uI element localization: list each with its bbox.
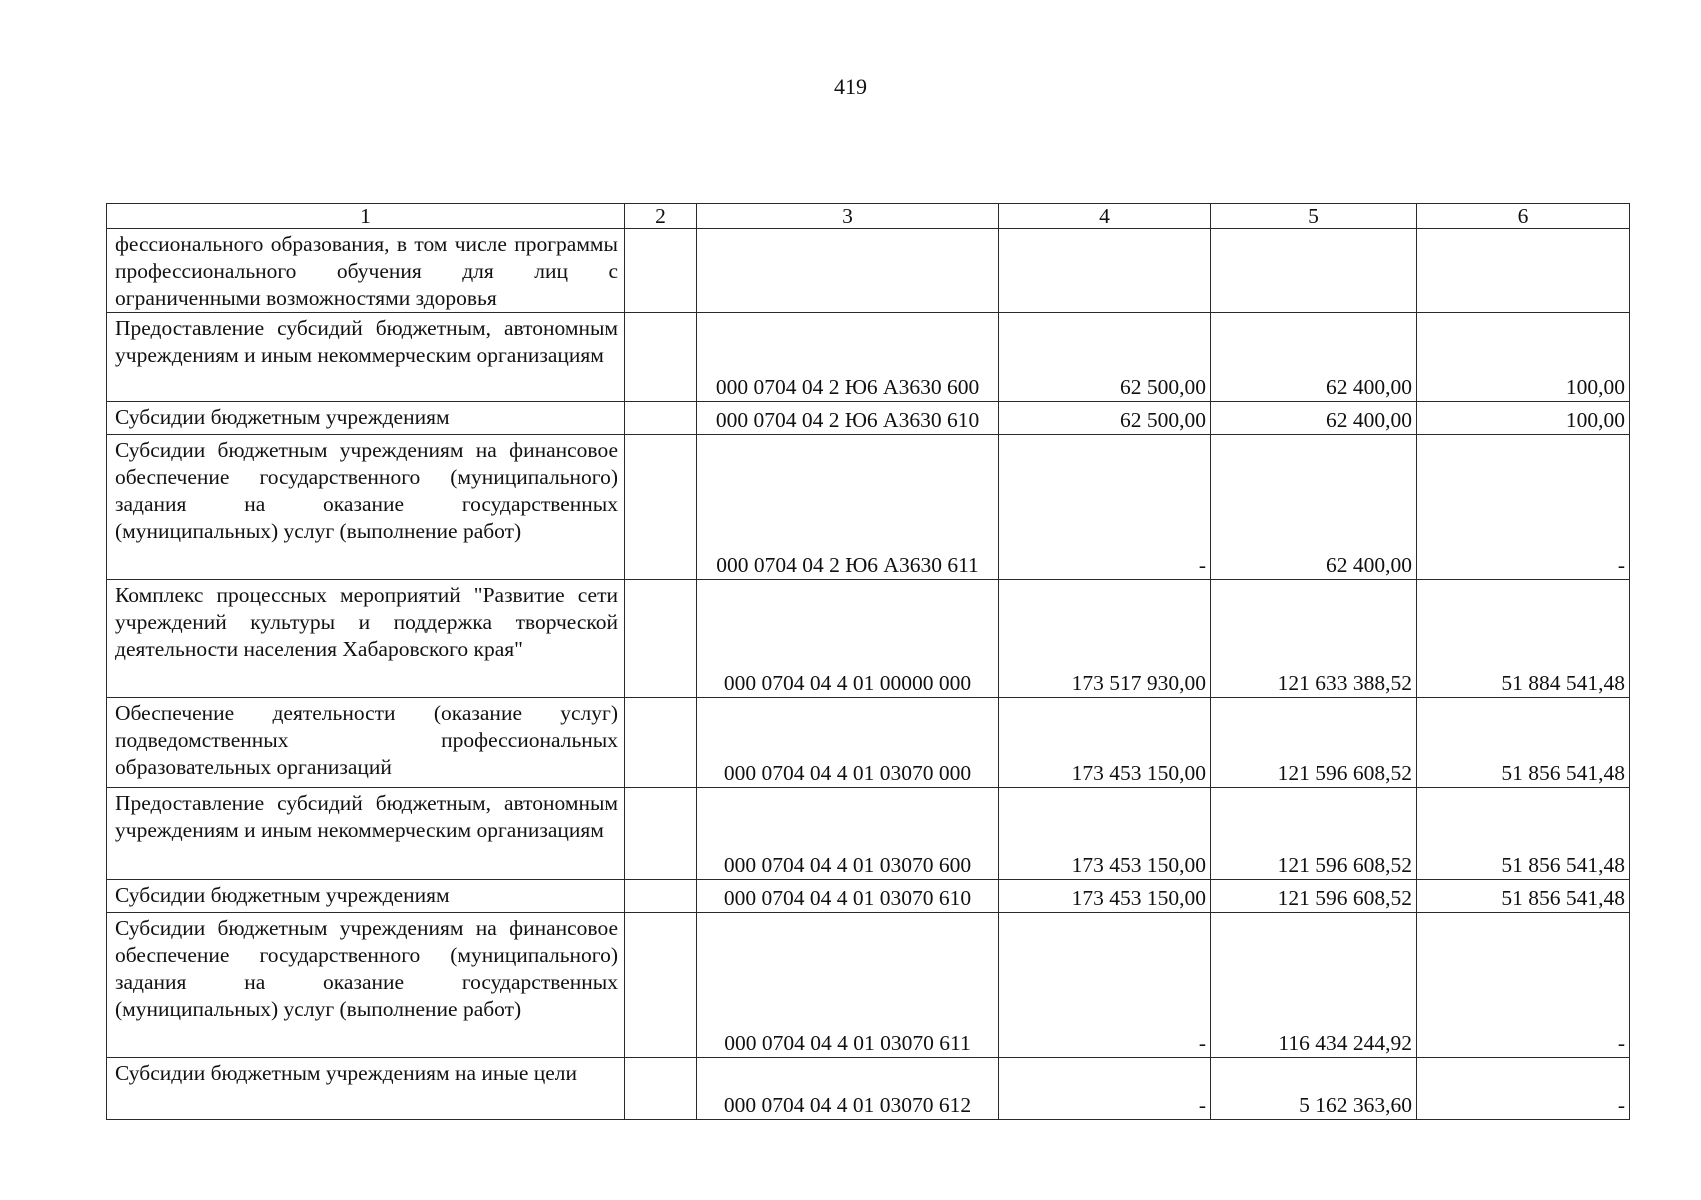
row-name: Комплекс процессных мероприятий "Развитие сети учреждений культуры и поддержка творческой деятельности населения Хабаровского края": [107, 580, 625, 698]
table-row: [107, 880, 1630, 913]
row-value-5: [1211, 229, 1417, 313]
row-code: 000 0704 04 2 Ю6 А3630 611: [697, 435, 999, 580]
column-header-2: 2: [625, 204, 697, 229]
column-header-5: 5: [1211, 204, 1417, 229]
row-name: Субсидии бюджетным учреждениям на финансовое обеспечение государственного (муниципального) задания на оказание государственных (муниципальных) услуг (выполнение работ): [107, 435, 625, 580]
row-code: 000 0704 04 4 01 03070 610: [697, 880, 999, 913]
row-value-4: 173 453 150,00: [999, 698, 1211, 788]
row-code: 000 0704 04 2 Ю6 А3630 600: [697, 313, 999, 402]
row-value-6: -: [1417, 1058, 1630, 1120]
row-col2: [625, 435, 697, 580]
row-name: Предоставление субсидий бюджетным, автономным учреждениям и иным некоммерческим организациям: [107, 788, 625, 880]
column-header-3: 3: [697, 204, 999, 229]
row-col2: [625, 880, 697, 913]
row-value-5: 121 596 608,52: [1211, 698, 1417, 788]
row-value-4: 62 500,00: [999, 402, 1211, 435]
row-value-5: 116 434 244,92: [1211, 913, 1417, 1058]
row-col2: [625, 1058, 697, 1120]
table-row: [107, 698, 1630, 788]
row-value-5: 5 162 363,60: [1211, 1058, 1417, 1120]
table-row: [107, 788, 1630, 880]
row-value-4: -: [999, 913, 1211, 1058]
row-value-6: [1417, 229, 1630, 313]
row-col2: [625, 913, 697, 1058]
row-value-6: 100,00: [1417, 402, 1630, 435]
row-col2: [625, 229, 697, 313]
row-value-5: 62 400,00: [1211, 313, 1417, 402]
row-name: Предоставление субсидий бюджетным, автономным учреждениям и иным некоммерческим организациям: [107, 313, 625, 402]
column-header-6: 6: [1417, 204, 1630, 229]
row-code: 000 0704 04 4 01 03070 611: [697, 913, 999, 1058]
row-col2: [625, 698, 697, 788]
row-name: Субсидии бюджетным учреждениям: [107, 402, 625, 435]
row-value-4: 173 453 150,00: [999, 880, 1211, 913]
table-row: [107, 580, 1630, 698]
row-name: Субсидии бюджетным учреждениям на иные цели: [107, 1058, 625, 1120]
row-value-5: 121 633 388,52: [1211, 580, 1417, 698]
row-value-6: 51 856 541,48: [1417, 788, 1630, 880]
row-value-5: 62 400,00: [1211, 435, 1417, 580]
row-code: [697, 229, 999, 313]
row-code: 000 0704 04 4 01 03070 612: [697, 1058, 999, 1120]
row-value-4: -: [999, 435, 1211, 580]
row-value-4: 173 453 150,00: [999, 788, 1211, 880]
row-code: 000 0704 04 4 01 03070 000: [697, 698, 999, 788]
row-name: Обеспечение деятельности (оказание услуг) подведомственных профессиональных образовательных организаций: [107, 698, 625, 788]
row-value-6: 51 856 541,48: [1417, 880, 1630, 913]
row-name: фессионального образования, в том числе программы профессионального обучения для лиц с ограниченными возможностями здоровья: [107, 229, 625, 313]
row-value-6: 100,00: [1417, 313, 1630, 402]
row-name: Субсидии бюджетным учреждениям: [107, 880, 625, 913]
row-value-4: [999, 229, 1211, 313]
row-value-6: 51 884 541,48: [1417, 580, 1630, 698]
row-code: 000 0704 04 4 01 00000 000: [697, 580, 999, 698]
table-row: [107, 229, 1630, 313]
row-value-5: 121 596 608,52: [1211, 788, 1417, 880]
budget-table: [106, 203, 1630, 1120]
row-value-5: 62 400,00: [1211, 402, 1417, 435]
table-header-row: [107, 204, 1630, 229]
table-row: [107, 313, 1630, 402]
row-value-6: -: [1417, 913, 1630, 1058]
table-row: [107, 913, 1630, 1058]
row-value-6: -: [1417, 435, 1630, 580]
row-value-4: 62 500,00: [999, 313, 1211, 402]
row-name: Субсидии бюджетным учреждениям на финансовое обеспечение государственного (муниципального) задания на оказание государственных (муниципальных) услуг (выполнение работ): [107, 913, 625, 1058]
page-number: 419: [834, 74, 867, 99]
row-code: 000 0704 04 2 Ю6 А3630 610: [697, 402, 999, 435]
column-header-1: 1: [107, 204, 625, 229]
row-value-4: -: [999, 1058, 1211, 1120]
table-row: [107, 402, 1630, 435]
row-code: 000 0704 04 4 01 03070 600: [697, 788, 999, 880]
column-header-4: 4: [999, 204, 1211, 229]
row-value-6: 51 856 541,48: [1417, 698, 1630, 788]
row-value-4: 173 517 930,00: [999, 580, 1211, 698]
row-col2: [625, 788, 697, 880]
row-col2: [625, 402, 697, 435]
table-row: [107, 1058, 1630, 1120]
row-col2: [625, 580, 697, 698]
table-row: [107, 435, 1630, 580]
row-col2: [625, 313, 697, 402]
row-value-5: 121 596 608,52: [1211, 880, 1417, 913]
